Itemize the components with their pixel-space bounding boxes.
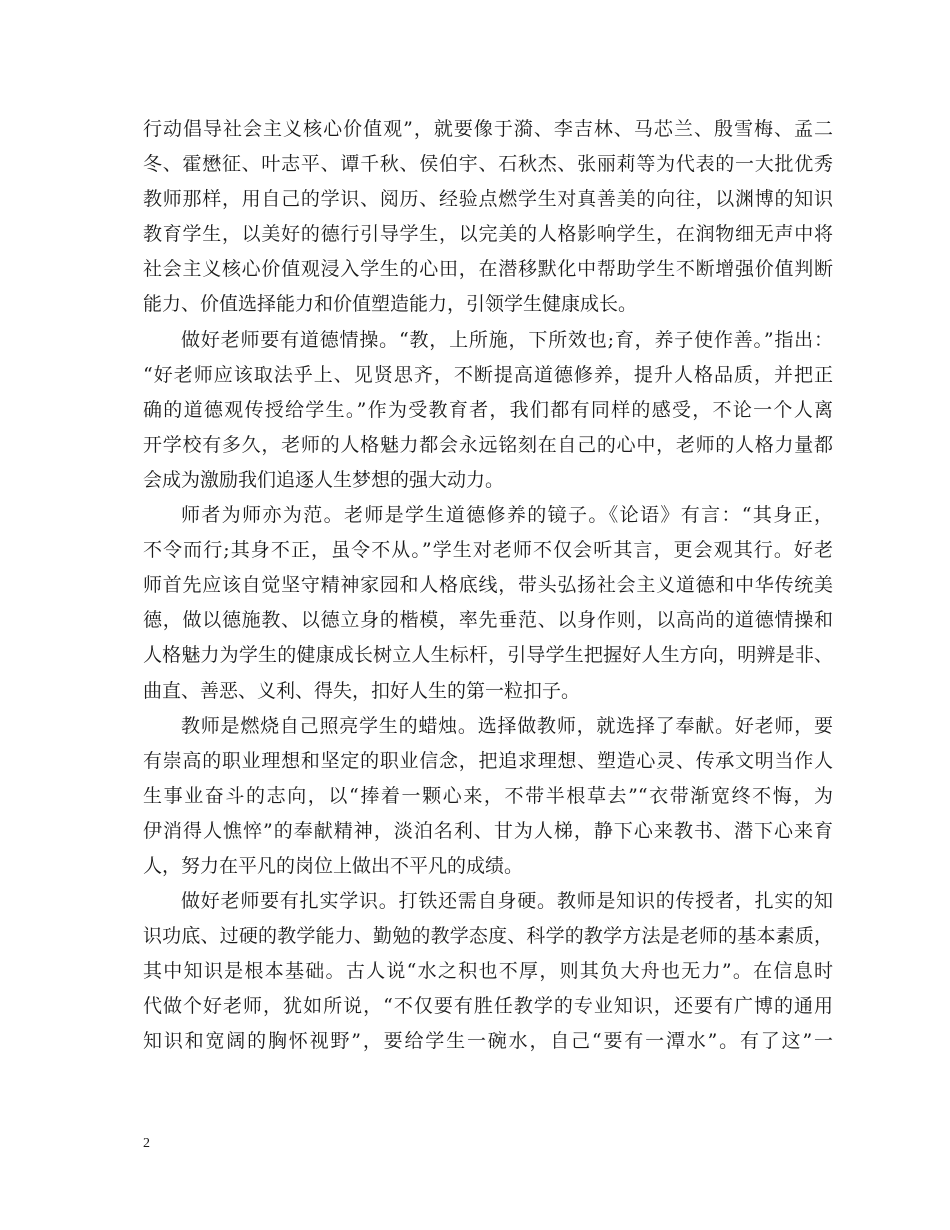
text-line: 知识和宽阔的胸怀视野”，要给学生一碗水，自己“要有一潭水”。有了这”一 — [143, 1030, 833, 1053]
text-line: “好老师应该取法乎上、见贤思齐，不断提高道德修养，提升人格品质，并把正 — [143, 363, 833, 386]
page-number: 2 — [143, 1136, 150, 1151]
text-line: 冬、霍懋征、叶志平、谭千秋、侯伯宇、石秋杰、张丽莉等为代表的一大批优秀 — [143, 153, 833, 176]
text-line: 伊消得人憔悴”的奉献精神，淡泊名利、甘为人梯，静下心来教书、潜下心来育 — [143, 819, 833, 842]
text-line: 德，做以德施教、以德立身的楷模，率先垂范、以身作则，以高尚的道德情操和 — [143, 609, 833, 632]
text-line: 曲直、善恶、义利、得失，扣好人生的第一粒扣子。 — [143, 679, 581, 702]
text-line: 识功底、过硬的教学能力、勤勉的教学态度、科学的教学方法是老师的基本素质， — [143, 925, 833, 948]
text-line: 其中知识是根本基础。古人说“水之积也不厚，则其负大舟也无力”。在信息时 — [143, 960, 833, 983]
text-line: 代做个好老师，犹如所说，“不仅要有胜任教学的专业知识，还要有广博的通用 — [143, 995, 833, 1018]
body-text — [143, 112, 833, 1060]
text-line: 做好老师要有道德情操。“教，上所施，下所效也;育，养子使作善。”指出： — [181, 328, 833, 351]
text-line: 师者为师亦为范。老师是学生道德修养的镜子。《论语》有言：“其身正， — [181, 504, 833, 527]
text-line: 确的道德观传授给学生。”作为受教育者，我们都有同样的感受，不论一个人离 — [143, 398, 833, 421]
text-line: 人格魅力为学生的健康成长树立人生标杆，引导学生把握好人生方向，明辨是非、 — [143, 644, 833, 667]
text-line: 做好老师要有扎实学识。打铁还需自身硬。教师是知识的传授者，扎实的知 — [181, 890, 833, 913]
text-line: 师首先应该自觉坚守精神家园和人格底线，带头弘扬社会主义道德和中华传统美 — [143, 574, 833, 597]
text-line: 不令而行;其身不正，虽令不从。”学生对老师不仅会听其言，更会观其行。好老 — [143, 539, 833, 562]
text-line: 能力、价值选择能力和价值塑造能力，引领学生健康成长。 — [143, 293, 638, 316]
text-line: 教育学生，以美好的德行引导学生，以完美的人格影响学生，在润物细无声中将 — [143, 223, 833, 246]
text-line: 行动倡导社会主义核心价值观”，就要像于漪、李吉林、马芯兰、殷雪梅、孟二 — [143, 118, 833, 140]
text-line: 会成为激励我们追逐人生梦想的强大动力。 — [143, 468, 505, 491]
text-line: 有崇高的职业理想和坚定的职业信念，把追求理想、塑造心灵、传承文明当作人 — [143, 749, 833, 772]
text-line: 人，努力在平凡的岗位上做出不平凡的成绩。 — [143, 854, 524, 877]
text-line: 教师那样，用自己的学识、阅历、经验点燃学生对真善美的向往，以渊博的知识 — [143, 188, 833, 211]
text-line: 开学校有多久，老师的人格魅力都会永远铭刻在自己的心中，老师的人格力量都 — [143, 433, 833, 456]
text-line: 教师是燃烧自己照亮学生的蜡烛。选择做教师，就选择了奉献。好老师，要 — [181, 714, 833, 737]
text-line: 社会主义核心价值观浸入学生的心田，在潜移默化中帮助学生不断增强价值判断 — [143, 258, 833, 281]
text-line: 生事业奋斗的志向，以“捧着一颗心来，不带半根草去”“衣带渐宽终不悔，为 — [143, 784, 833, 807]
